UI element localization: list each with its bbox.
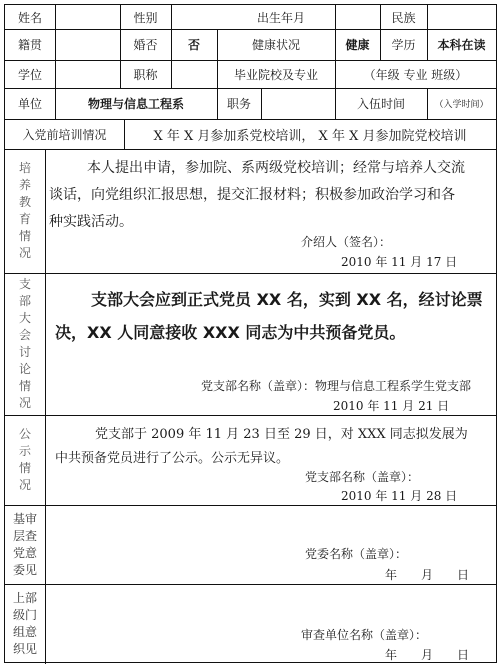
committee-date: 年 月 日 [385,568,470,582]
birth-value[interactable] [335,5,380,29]
label-char: 教 [18,195,31,209]
enroll-hint[interactable]: （入学时间） [434,100,489,110]
row-divider [5,415,496,416]
branch-meeting-text[interactable] [55,283,495,349]
duty-value[interactable] [261,88,335,119]
label-char: 层查 [12,528,37,543]
education-label: 学历 [391,38,416,52]
duty-label: 职务 [226,97,251,111]
label-char: 况 [18,478,31,492]
publicity-date: 2010 年 11 月 28 日 [341,489,458,503]
label-char: 养 [18,178,31,192]
ethnic-label: 民族 [391,10,416,25]
branch-meeting-date: 2010 年 11 月 21 日 [333,399,450,413]
marital-value[interactable]: 否 [187,38,200,52]
gender-label: 性别 [133,10,158,25]
label-char: 讨 [18,345,31,359]
label-char: 情 [18,229,31,243]
training-value[interactable]: X 年 X 月参加系党校培训， X 年 X 月参加院党校培训 [153,128,467,144]
label-char: 论 [18,362,31,376]
text-line: 决，XX 人同意接收 XXX 同志为中共预备党员。 [55,323,406,342]
text-line: 支部大会应到正式党员 XX 名，实到 XX 名，经讨论票 [91,290,483,309]
label-char: 党意 [12,545,37,560]
branch-meeting-label [5,273,45,415]
degree-label: 学位 [17,67,42,82]
school-hint[interactable]: （年级 专业 班级） [363,67,468,82]
party-application-form [4,4,497,663]
row-divider [5,273,496,274]
text-line: 谈话，向党组织汇报思想，提交汇报材料；积极参加政治学习和各 [49,187,455,203]
name-value[interactable] [55,5,120,29]
school-label: 毕业院校及专业 [233,67,318,82]
superior-opinion-label [5,584,45,664]
committee-stamp-label: 党委名称（盖章）： [305,547,408,561]
publicity-label [5,415,45,505]
label-char: 部 [18,294,31,308]
cultivation-label [5,149,45,273]
label-char: 上部 [12,591,37,605]
label-char: 况 [18,396,31,410]
native-place-label: 籍贯 [17,38,42,52]
introducer-signature-label: 介绍人（签名）： [301,235,392,249]
cultivation-text[interactable] [49,155,495,236]
row-divider [5,149,496,150]
title-value[interactable] [171,60,217,88]
label-char: 委见 [12,562,37,577]
label-char: 基审 [12,511,37,526]
degree-value[interactable] [55,60,120,88]
health-value[interactable]: 健康 [345,38,370,52]
label-char: 情 [18,379,31,393]
title-label: 职称 [133,67,158,82]
text-line: 本人提出申请，参加院、系两级党校培训；经常与培养人交流 [87,160,465,176]
ethnic-value[interactable] [427,5,496,29]
superior-date: 年 月 日 [385,648,470,662]
publicity-stamp-label: 党支部名称（盖章）： [305,470,420,484]
label-char: 况 [18,246,31,260]
education-value[interactable]: 本科在读 [437,38,486,52]
branch-stamp-label: 党支部名称（盖章）：物理与信息工程系学生党支部 [201,379,472,393]
unit-label: 单位 [17,97,42,111]
label-char: 织见 [12,642,37,656]
text-line: 中共预备党员进行了公示。公示无异议。 [55,451,290,466]
label-char: 大 [18,311,31,325]
col-divider [45,149,46,664]
row-divider [5,584,496,585]
label-char: 情 [18,461,31,475]
enroll-label: 入伍时间 [356,97,405,111]
text-line: 种实践活动。 [49,214,133,230]
health-label: 健康状况 [251,38,300,52]
label-char: 级门 [12,608,37,622]
birth-label: 出生年月 [256,10,305,25]
label-char: 支 [18,277,31,291]
label-char: 组意 [12,625,37,639]
publicity-text[interactable] [55,423,495,471]
row-divider [5,505,496,506]
native-place-value[interactable] [55,29,120,60]
text-line: 党支部于 2009 年 11 月 23 日至 29 日，对 XXX 同志拟发展为 [95,427,468,442]
label-char: 培 [18,161,31,175]
label-char: 育 [18,212,31,226]
name-label: 姓名 [17,10,42,25]
label-char: 会 [18,328,31,342]
label-char: 公 [18,427,31,441]
superior-stamp-label: 审查单位名称（盖章）： [301,628,428,642]
cultivation-date: 2010 年 11 月 17 日 [341,255,458,269]
committee-opinion-label [5,505,45,584]
unit-value[interactable]: 物理与信息工程系 [87,97,184,111]
training-label: 入党前培训情况 [22,127,107,142]
label-char: 示 [18,444,31,458]
marital-label: 婚否 [133,38,158,52]
